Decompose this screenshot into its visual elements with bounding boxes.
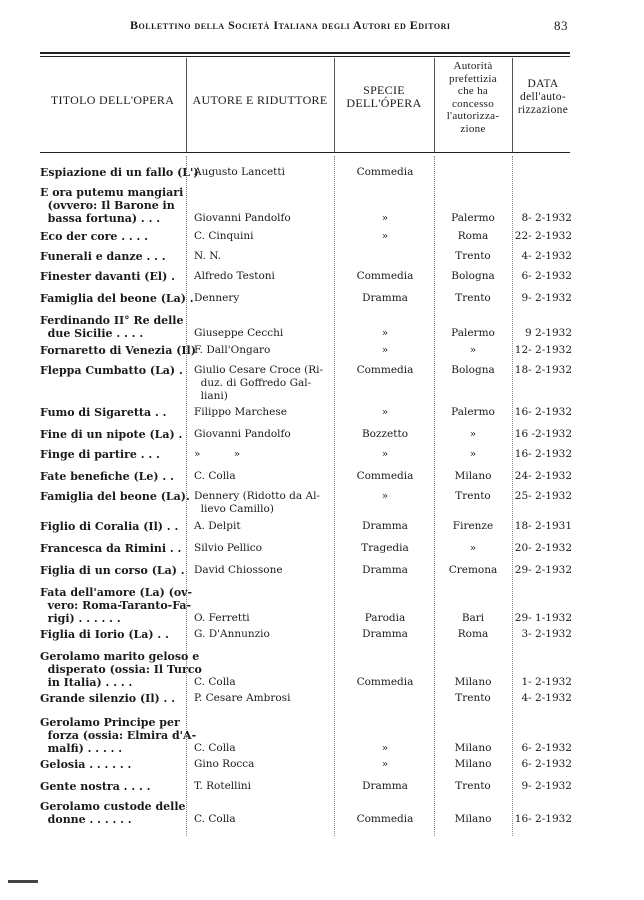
column-header-species: SPECIE DELL'ÓPERA	[346, 83, 422, 110]
row-title: Gerolamo Principe per forza (ossia: Elmira d'A- malfi) . . . . .	[40, 716, 197, 755]
row-author: C. Colla	[194, 813, 236, 825]
row-author: G. D'Annunzio	[194, 628, 270, 640]
page-number: 83	[554, 18, 568, 33]
row-authority-city: Bologna	[451, 270, 495, 282]
row-authority-city: Palermo	[451, 212, 495, 224]
column-header-title: TITOLO DELL'OPERA	[50, 93, 175, 107]
row-species: Commedia	[356, 166, 414, 178]
row-species: Commedia	[356, 813, 414, 825]
row-date: 3- 2-1932	[521, 628, 572, 640]
row-authority-city: Roma	[457, 628, 489, 640]
row-species: »	[381, 742, 389, 754]
row-title: Funerali e danze . . .	[40, 250, 166, 263]
row-authority-city: Milano	[454, 813, 492, 825]
row-species: »	[381, 406, 389, 418]
row-title: Fleppa Cumbatto (La) .	[40, 364, 183, 377]
row-author: Silvio Pellico	[194, 542, 262, 554]
row-species: »	[381, 344, 389, 356]
row-title: Ferdinando II° Re delle due Sicilie . . . .	[40, 314, 184, 340]
row-species: Dramma	[362, 780, 408, 792]
row-title: Fine di un nipote (La) .	[40, 428, 183, 441]
row-authority-city: Trento	[455, 692, 491, 704]
row-species: Dramma	[362, 292, 408, 304]
row-author: C. Cinquini	[194, 230, 254, 242]
row-author: Dennery	[194, 292, 240, 304]
row-author: Augusto Lancetti	[194, 166, 285, 178]
row-author: Gino Rocca	[194, 758, 255, 770]
row-title: Famiglia del beone (La).	[40, 490, 190, 503]
row-date: 22- 2-1932	[514, 230, 572, 242]
row-date: 20- 2-1932	[514, 542, 572, 554]
row-authority-city: Milano	[454, 758, 492, 770]
row-author: P. Cesare Ambrosi	[194, 692, 291, 704]
row-date: 16- 2-1932	[514, 406, 572, 418]
row-author: » »	[194, 448, 241, 460]
row-title: Finester davanti (El) .	[40, 270, 175, 283]
row-authority-city: »	[469, 344, 477, 356]
row-title: Fate benefiche (Le) . .	[40, 470, 174, 483]
row-date: 18- 2-1931	[514, 520, 572, 532]
row-species: Parodia	[364, 612, 406, 624]
row-author: A. Delpit	[194, 520, 241, 532]
row-authority-city: »	[469, 542, 477, 554]
row-author: David Chiossone	[194, 564, 283, 576]
row-species: »	[381, 758, 389, 770]
row-authority-city: Roma	[457, 230, 489, 242]
row-authority-city: Bari	[461, 612, 485, 624]
row-date: 29- 2-1932	[514, 564, 572, 576]
row-date: 9- 2-1932	[521, 292, 572, 304]
column-header-date: DATA dell'auto- rizzazione	[517, 78, 569, 116]
row-title: Gelosia . . . . . .	[40, 758, 132, 771]
row-date: 24- 2-1932	[514, 470, 572, 482]
row-authority-city: Cremona	[448, 564, 498, 576]
row-author: C. Colla	[194, 676, 236, 688]
row-authority-city: Milano	[454, 470, 492, 482]
row-title: Grande silenzio (Il) . .	[40, 692, 176, 705]
row-author: Alfredo Testoni	[194, 270, 275, 282]
row-species: Dramma	[362, 628, 408, 640]
row-title: Gerolamo marito geloso e disperato (ossia: Il Turco in Italia) . . . .	[40, 650, 202, 689]
row-title: Figlia di Iorio (La) . .	[40, 628, 169, 641]
page-edge-mark	[8, 880, 38, 883]
row-species: Commedia	[356, 270, 414, 282]
row-title: Fumo di Sigaretta . .	[40, 406, 167, 419]
row-authority-city: »	[469, 428, 477, 440]
row-date: 16- 2-1932	[514, 448, 572, 460]
row-title: Gente nostra . . . .	[40, 780, 151, 793]
row-author: Giovanni Pandolfo	[194, 212, 291, 224]
row-authority-city: Palermo	[451, 406, 495, 418]
row-date: 29- 1-1932	[514, 612, 572, 624]
row-date: 4- 2-1932	[521, 692, 572, 704]
row-date: 9- 2-1932	[521, 780, 572, 792]
column-header-authority: Autorità prefettizia che ha concesso l'autorizza- zione	[446, 60, 500, 135]
row-species: Tragedia	[361, 542, 409, 554]
row-species: Commedia	[356, 364, 414, 376]
row-date: 16 -2-1932	[514, 428, 572, 440]
row-title: Fornaretto di Venezia (Il)	[40, 344, 196, 357]
row-species: Bozzetto	[361, 428, 409, 440]
row-date: 6- 2-1932	[521, 270, 572, 282]
row-author: Dennery (Ridotto da Al- lievo Camillo)	[194, 490, 320, 515]
row-author: Filippo Marchese	[194, 406, 287, 418]
row-author: F. Dall'Ongaro	[194, 344, 271, 356]
row-date: 8- 2-1932	[521, 212, 572, 224]
row-authority-city: Trento	[455, 292, 491, 304]
row-authority-city: Bologna	[451, 364, 495, 376]
row-author: N. N.	[194, 250, 222, 262]
row-authority-city: Trento	[455, 250, 491, 262]
row-authority-city: Trento	[455, 780, 491, 792]
top-rule-thin	[40, 56, 570, 57]
row-authority-city: Palermo	[451, 327, 495, 339]
row-author: O. Ferretti	[194, 612, 250, 624]
row-title: Fata dell'amore (La) (ov- vero: Roma-Taranto-Fa- rigi) . . . . . .	[40, 586, 193, 625]
row-species: »	[381, 212, 389, 224]
row-authority-city: Milano	[454, 676, 492, 688]
row-author: Giuseppe Cecchi	[194, 327, 284, 339]
row-title: Figlia di un corso (La) .	[40, 564, 185, 577]
row-title: Finge di partire . . .	[40, 448, 160, 461]
row-species: Commedia	[356, 470, 414, 482]
row-title: Espiazione di un fallo (L')	[40, 166, 199, 179]
row-species: »	[381, 490, 389, 502]
top-rule	[40, 52, 570, 54]
row-authority-city: »	[469, 448, 477, 460]
row-title: Gerolamo custode delle donne . . . . . .	[40, 800, 186, 826]
row-title: Famiglia del beone (La) .	[40, 292, 194, 305]
row-species: Dramma	[362, 520, 408, 532]
row-title: Francesca da Rimini . .	[40, 542, 182, 555]
row-authority-city: Firenze	[452, 520, 494, 532]
row-date: 4- 2-1932	[521, 250, 572, 262]
row-date: 9 2-1932	[525, 327, 572, 339]
row-title: E ora putemu mangiari (ovvero: Il Barone in bassa fortuna) . . .	[40, 186, 184, 225]
row-date: 12- 2-1932	[514, 344, 572, 356]
page-header	[40, 14, 572, 36]
column-header-author: AUTORE E RIDUTTORE	[192, 93, 328, 107]
row-species: Commedia	[356, 676, 414, 688]
row-species: »	[381, 230, 389, 242]
row-author: Giovanni Pandolfo	[194, 428, 291, 440]
row-author: C. Colla	[194, 742, 236, 754]
row-date: 16- 2-1932	[514, 813, 572, 825]
row-title: Figlio di Coralia (Il) . .	[40, 520, 179, 533]
row-authority-city: Milano	[454, 742, 492, 754]
row-author: T. Rotellini	[194, 780, 251, 792]
running-title: Bollettino della Società Italiana degli Autori ed Editori	[130, 18, 451, 32]
row-date: 1- 2-1932	[521, 676, 572, 688]
row-authority-city: Trento	[455, 490, 491, 502]
row-author: Giulio Cesare Croce (Ri- duz. di Goffredo Gal- liani)	[194, 364, 324, 402]
row-species: »	[381, 448, 389, 460]
row-date: 25- 2-1932	[514, 490, 572, 502]
row-date: 6- 2-1932	[521, 742, 572, 754]
row-date: 6- 2-1932	[521, 758, 572, 770]
header-rule	[40, 152, 570, 153]
row-author: C. Colla	[194, 470, 236, 482]
row-species: »	[381, 327, 389, 339]
row-title: Eco der core . . . .	[40, 230, 149, 243]
row-species: Dramma	[362, 564, 408, 576]
row-date: 18- 2-1932	[514, 364, 572, 376]
